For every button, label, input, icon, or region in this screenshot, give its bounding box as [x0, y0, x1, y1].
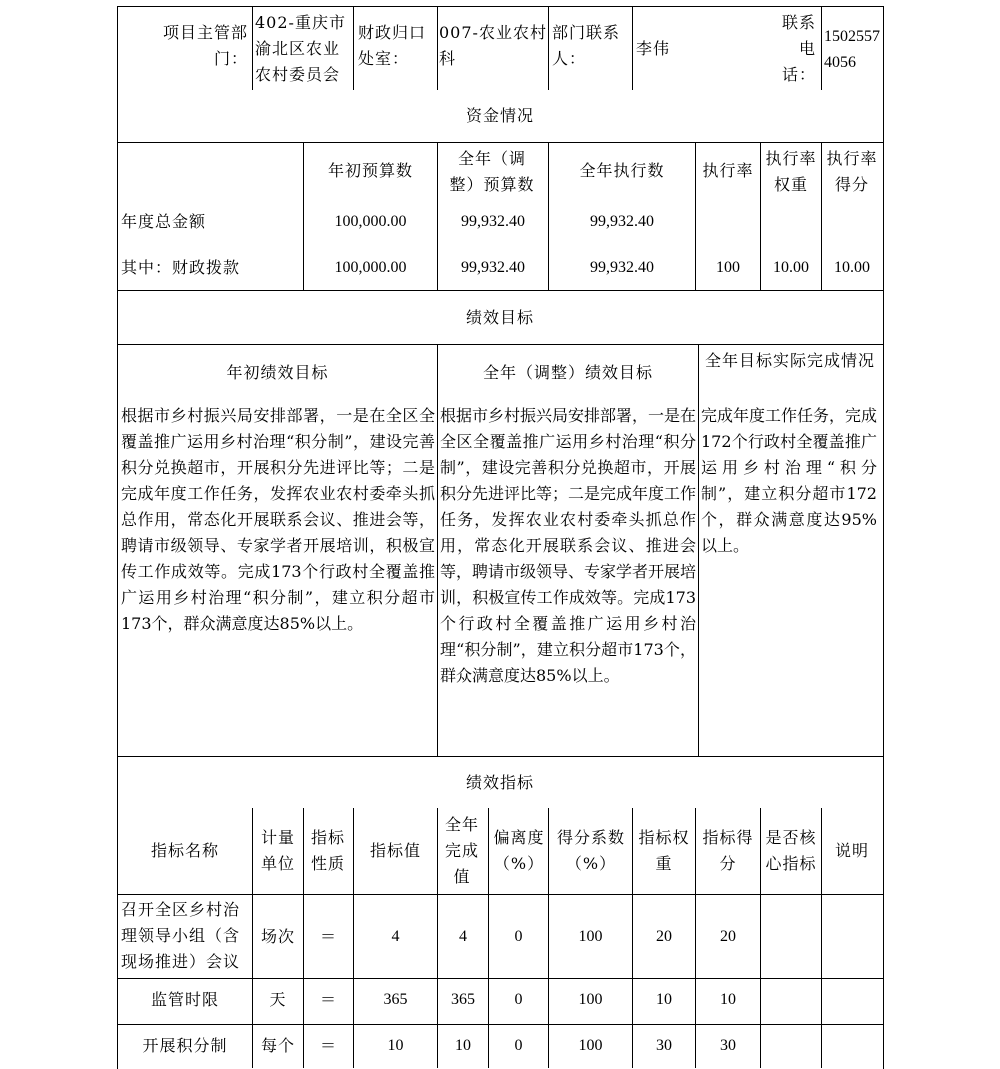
ind-header-nature: 指标性质	[310, 828, 345, 873]
row-divider	[117, 290, 883, 291]
funds-cell-score: 10.00	[834, 259, 870, 276]
funds-header-budget: 年初预算数	[327, 161, 413, 180]
funds-header-score: 执行率得分	[826, 149, 878, 194]
goals-col1-title: 年初绩效目标	[226, 363, 329, 382]
ind-cell-weight: 20	[656, 928, 672, 945]
ind-cell-unit: 每个	[260, 1036, 295, 1055]
phone-label: 联系电话：	[781, 13, 816, 84]
funds-cell-adjusted: 99,932.40	[461, 259, 525, 276]
ind-cell-score: 10	[720, 991, 736, 1008]
funds-cell-executed: 99,932.40	[590, 259, 654, 276]
ind-cell-target: 365	[383, 991, 408, 1008]
ind-cell-weight: 30	[656, 1037, 672, 1054]
col-divider	[437, 344, 438, 756]
funds-title: 资金情况	[465, 106, 534, 125]
col-divider	[632, 6, 633, 90]
funds-cell-executed: 99,932.40	[590, 213, 654, 230]
row-divider	[117, 978, 883, 979]
ind-cell-name: 监管时限	[150, 990, 219, 1009]
col-divider	[698, 344, 699, 756]
ind-cell-actual: 10	[455, 1037, 471, 1054]
col-divider	[548, 6, 549, 90]
funds-cell-weight: 10.00	[773, 259, 809, 276]
ind-header-deviation: 偏离度（%）	[493, 828, 545, 873]
goals-initial-text: 根据市乡村振兴局安排部署，一是在全区全覆盖推广运用乡村治理“积分制”，建设完善积分兑换超市，开展积分先进评比等；二是完成年度工作任务，发挥农业农村委牵头抓总作用，常态化开展联系会议、推进会等，聘请市级领导、专家学者开展培训，积极宣传工作成效等。完成173个行政村全覆盖推广运用乡村治理“积分制”，建立积分超市173个，群众满意度达85%以上。	[121, 406, 435, 633]
col-divider	[252, 6, 253, 90]
ind-header-actual: 全年完成值	[444, 815, 479, 886]
funds-cell-rate: 100	[716, 259, 740, 276]
ind-cell-target: 4	[391, 928, 400, 945]
ind-cell-deviation: 0	[514, 928, 523, 945]
funds-header-adjusted: 全年（调整）预算数	[449, 149, 535, 194]
ind-header-name: 指标名称	[150, 841, 219, 860]
row-divider	[117, 142, 883, 143]
ind-cell-nature: ＝	[319, 927, 337, 946]
contact-label: 部门联系人：	[552, 23, 621, 68]
ind-cell-coef: 100	[578, 991, 603, 1008]
ind-cell-unit: 场次	[260, 927, 295, 946]
ind-cell-name: 开展积分制	[142, 1036, 228, 1055]
dept-label: 项目主管部门：	[162, 23, 248, 68]
ind-cell-deviation: 0	[514, 1037, 523, 1054]
ind-cell-score: 30	[720, 1037, 736, 1054]
ind-header-core: 是否核心指标	[765, 828, 817, 873]
office-value: 007-农业农村科	[439, 23, 547, 68]
phone-value: 15025574056	[824, 28, 880, 71]
goals-adjusted-text: 根据市乡村振兴局安排部署，一是在全区全覆盖推广运用乡村治理“积分制”，建设完善积分兑换超市，开展积分先进评比等；二是完成年度工作任务，发挥农业农村委牵头抓总作用，常态化开展联系会议、推进会等，聘请市级领导、专家学者开展培训，积极宣传工作成效等。完成173个行政村全覆盖推广运用乡村治理“积分制”，建立积分超市173个，群众满意度达85%以上。	[440, 406, 697, 685]
ind-cell-name: 召开全区乡村治理领导小组（含现场推进）会议	[121, 900, 241, 971]
ind-cell-unit: 天	[269, 990, 287, 1009]
ind-header-target: 指标值	[369, 841, 421, 860]
office-label: 财政归口处室：	[358, 23, 427, 68]
ind-header-score: 指标得分	[702, 828, 754, 873]
contact-value: 李伟	[636, 39, 671, 58]
ind-header-note: 说明	[834, 841, 869, 860]
row-divider	[117, 756, 883, 757]
indicators-title: 绩效指标	[465, 773, 534, 792]
ind-cell-coef: 100	[578, 1037, 603, 1054]
row-divider	[117, 1024, 883, 1025]
ind-header-coef: 得分系数（%）	[556, 828, 625, 873]
ind-cell-deviation: 0	[514, 991, 523, 1008]
col-divider	[437, 6, 438, 90]
ind-cell-actual: 4	[459, 928, 467, 945]
dept-value: 402-重庆市渝北区农业农村委员会	[255, 13, 346, 84]
col-divider	[760, 808, 761, 1068]
funds-row-label: 其中：财政拨款	[121, 258, 241, 277]
funds-header-executed: 全年执行数	[579, 161, 665, 180]
col-divider	[353, 6, 354, 90]
funds-header-weight: 执行率权重	[765, 149, 817, 194]
goals-col2-title: 全年（调整）绩效目标	[482, 363, 653, 382]
ind-cell-nature: ＝	[319, 990, 337, 1009]
ind-cell-actual: 365	[451, 991, 475, 1008]
ind-cell-weight: 10	[656, 991, 672, 1008]
funds-cell-adjusted: 99,932.40	[461, 213, 525, 230]
row-divider	[117, 344, 883, 345]
ind-header-weight: 指标权重	[638, 828, 690, 873]
goals-title: 绩效目标	[465, 308, 534, 327]
funds-cell-budget: 100,000.00	[334, 213, 407, 230]
funds-cell-budget: 100,000.00	[334, 259, 407, 276]
funds-row-label: 年度总金额	[121, 212, 207, 231]
ind-cell-coef: 100	[578, 928, 603, 945]
funds-header-rate: 执行率	[702, 161, 754, 180]
ind-cell-nature: ＝	[319, 1036, 337, 1055]
col-divider	[821, 6, 822, 90]
ind-header-unit: 计量单位	[260, 828, 295, 873]
goals-col3-title: 全年目标实际完成情况	[704, 351, 875, 370]
goals-actual-text: 完成年度工作任务，完成172个行政村全覆盖推广运用乡村治理“积分制”，建立积分超市172个，群众满意度达95%以上。	[701, 406, 878, 555]
ind-cell-score: 20	[720, 928, 736, 945]
row-divider	[117, 894, 883, 895]
ind-cell-target: 10	[387, 1037, 404, 1054]
